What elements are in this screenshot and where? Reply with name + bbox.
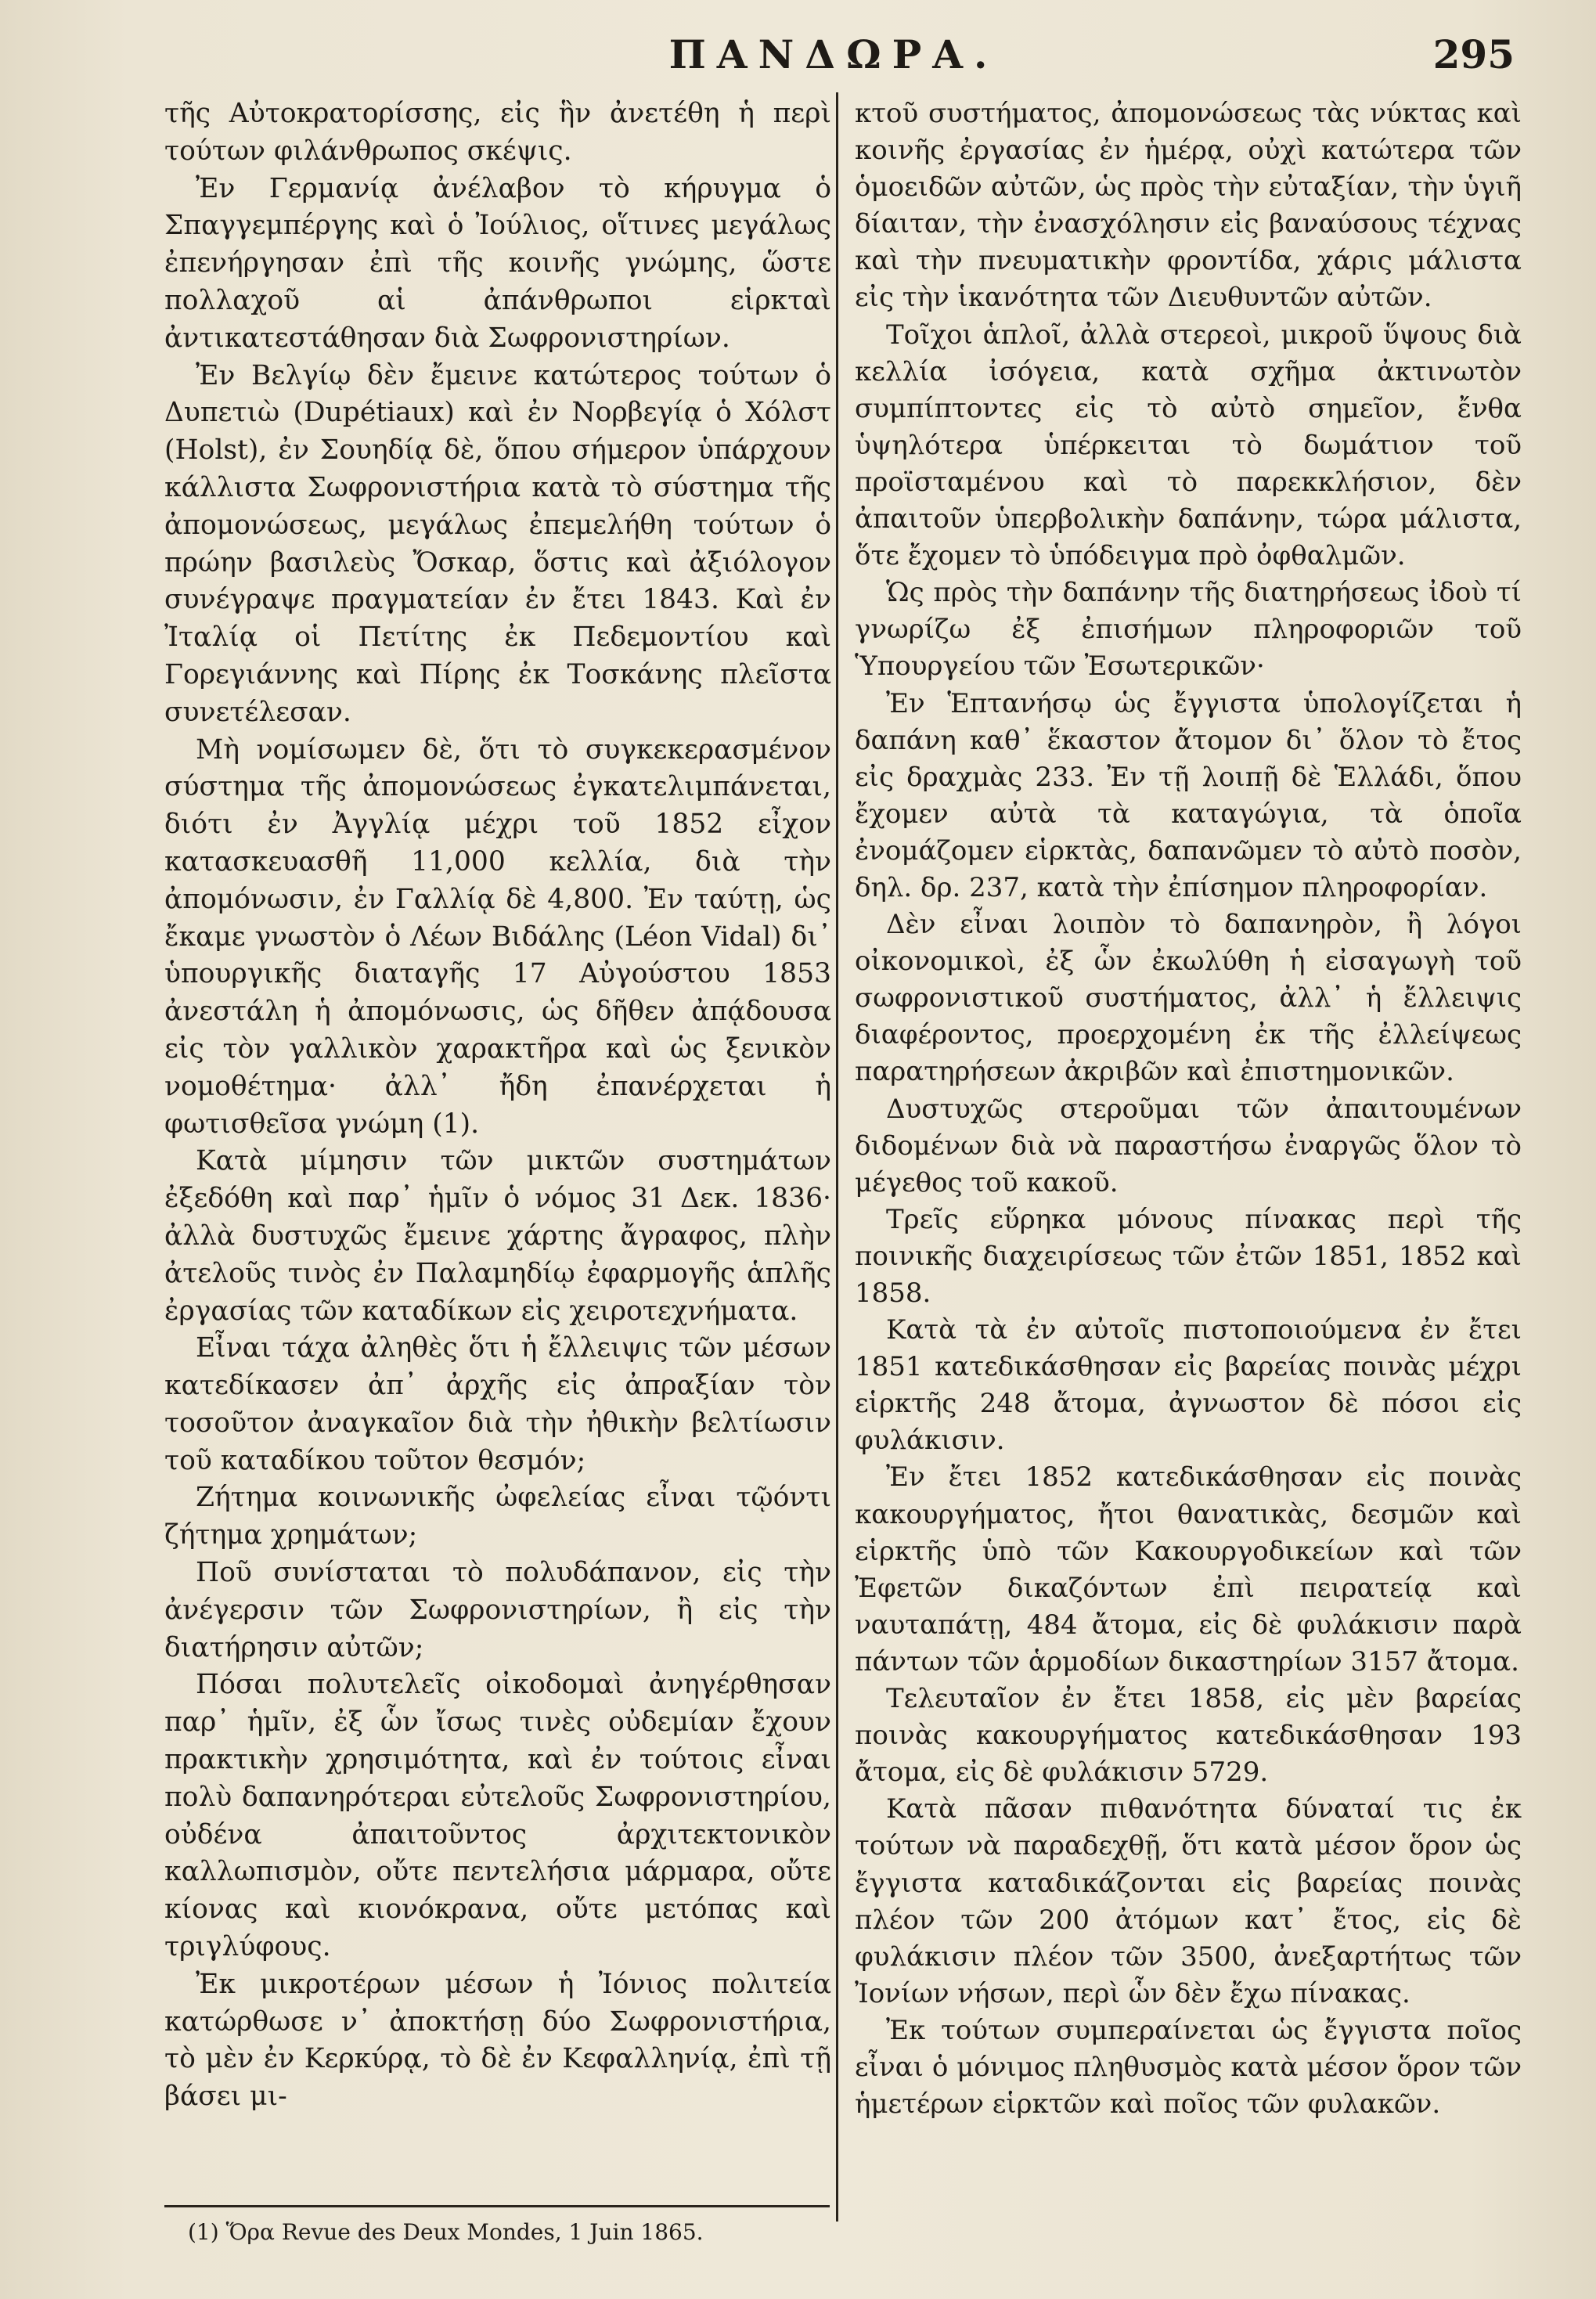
paragraph: Ἐκ τούτων συμπεραίνεται ὡς ἔγγιστα ποῖος εἶναι ὁ μόνιμος πληθυσμὸς κατὰ μέσον ὅρον τῶν ἡμετέρων εἱρκτῶν καὶ ποῖος τῶν φυλακῶν. [855, 2014, 1522, 2121]
paragraph: Κατὰ πᾶσαν πιθανότητα δύναταί τις ἐκ τούτων νὰ παραδεχθῇ, ὅτι κατὰ μέσον ὅρον ὡς ἔγγιστα καταδικάζονται εἰς βαρείας ποινὰς πλέον τῶν 200 ἀτόμων κατ᾽ ἔτος, εἰς δὲ φυλάκισιν πλέον τῶν 3500, ἀνεξαρτήτως τῶν Ἰονίων νήσων, περὶ ὧν δὲν ἔχω πίνακας. [855, 1793, 1522, 2009]
paragraph: Πόσαι πολυτελεῖς οἰκοδομαὶ ἀνηγέρθησαν παρ᾽ ἡμῖν, ἐξ ὧν ἴσως τινὲς οὐδεμίαν ἔχουν πρακτικὴν χρησιμότητα, καὶ ἐν τούτοις εἶναι πολὺ δαπανηρότεραι εὐτελοῦς Σωφρονιστηρίου, οὐδένα ἀπαιτοῦντος ἀρχιτεκτονικὸν καλλωπισμὸν, οὔτε πεντελήσια μάρμαρα, οὔτε κίονας καὶ κιονόκρανα, οὔτε μετόπας καὶ τριγλύφους. [164, 1669, 831, 1963]
paragraph: Ἐν ἔτει 1852 κατεδικάσθησαν εἰς ποινὰς κακουργήματος, ἤτοι θανατικὰς, δεσμῶν καὶ εἱρκτῆς ὑπὸ τῶν Κακουργοδικείων καὶ τῶν Ἐφετῶν δικαζόντων ἐπὶ πειρατείᾳ καὶ ναυταπάτῃ, 484 ἄτομα, εἰς δὲ φυλάκισιν παρὰ πάντων τῶν ἁρμοδίων δικαστηρίων 3157 ἄτομα. [855, 1461, 1522, 1677]
paragraph: κτοῦ συστήματος, ἀπομονώσεως τὰς νύκτας καὶ κοινῆς ἐργασίας ἐν ἡμέρᾳ, οὐχὶ κατώτερα τῶν ὁμοειδῶν αὐτῶν, ὡς πρὸς τὴν εὐταξίαν, τὴν ὑγιῆ δίαιταν, τὴν ἐνασχόλησιν εἰς βαναύσους τέχνας καὶ τὴν πνευματικὴν φροντίδα, χάρις μάλιστα εἰς τὴν ἱκανότητα τῶν Διευθυντῶν αὐτῶν. [855, 98, 1522, 314]
paragraph: Ἐν Ἑπτανήσῳ ὡς ἔγγιστα ὑπολογίζεται ἡ δαπάνη καθ᾽ ἕκαστον ἄτομον δι᾽ ὅλον τὸ ἔτος εἰς δραχμὰς 233. Ἐν τῇ λοιπῇ δὲ Ἑλλάδι, ὅπου ἔχομεν αὐτὰ τὰ καταγώγια, τὰ ὁποῖα ἐνομάζομεν εἱρκτὰς, δαπανῶμεν τὸ αὐτὸ ποσὸν, δηλ. δρ. 237, κατὰ τὴν ἐπίσημον πληροφορίαν. [855, 687, 1522, 903]
page-header [153, 31, 1515, 86]
paragraph: Ἐν Γερμανίᾳ ἀνέλαβον τὸ κήρυγμα ὁ Σπαγγεμπέργης καὶ ὁ Ἰούλιος, οἵτινες μεγάλως ἐπενήργησαν ἐπὶ τῆς κοινῆς γνώμης, ὥστε πολλαχοῦ αἱ ἀπάνθρωποι εἱρκταὶ ἀντικατεστάθησαν διὰ Σωφρονιστηρίων. [164, 172, 831, 354]
running-title: ΠΑΝΔΩΡΑ. [668, 31, 999, 77]
left-column [164, 95, 831, 2116]
footnote-rule [164, 2205, 830, 2207]
paragraph: Κατὰ μίμησιν τῶν μικτῶν συστημάτων ἐξεδόθη καὶ παρ᾽ ἡμῖν ὁ νόμος 31 Δεκ. 1836· ἀλλὰ δυστυχῶς ἔμεινε χάρτης ἄγραφος, πλὴν ἀτελοῦς τινὸς ἐν Παλαμηδίῳ ἐφαρμογῆς ἁπλῆς ἐργασίας τῶν καταδίκων εἰς χειροτεχνήματα. [164, 1145, 831, 1327]
paragraph: Ὡς πρὸς τὴν δαπάνην τῆς διατηρήσεως ἰδοὺ τί γνωρίζω ἐξ ἐπισήμων πληροφοριῶν τοῦ Ὑπουργείου τῶν Ἐσωτερικῶν· [855, 577, 1522, 683]
paragraph: Ποῦ συνίσταται τὸ πολυδάπανον, εἰς τὴν ἀνέγερσιν τῶν Σωφρονιστηρίων, ἢ εἰς τὴν διατήρησιν αὐτῶν; [164, 1557, 831, 1663]
paragraph: Τρεῖς εὕρηκα μόνους πίνακας περὶ τῆς ποινικῆς διαχειρίσεως τῶν ἐτῶν 1851, 1852 καὶ 1858. [855, 1203, 1522, 1309]
paragraph: Ζήτημα κοινωνικῆς ὠφελείας εἶναι τῷόντι ζήτημα χρημάτων; [164, 1482, 831, 1551]
right-column [855, 95, 1522, 2123]
paragraph: Δυστυχῶς στεροῦμαι τῶν ἀπαιτουμένων διδομένων διὰ νὰ παραστήσω ἐναργῶς ὅλον τὸ μέγεθος τοῦ κακοῦ. [855, 1093, 1522, 1198]
paragraph: Μὴ νομίσωμεν δὲ, ὅτι τὸ συγκεκερασμένον σύστημα τῆς ἀπομονώσεως ἐγκατελιμπάνεται, διότι ἐν Ἀγγλίᾳ μέχρι τοῦ 1852 εἶχον κατασκευασθῆ 11,000 κελλία, διὰ τὴν ἀπομόνωσιν, ἐν Γαλλίᾳ δὲ 4,800. Ἐν ταύτῃ, ὡς ἔκαμε γνωστὸν ὁ Λέων Βιδάλης (Léon Vidal) δι᾽ ὑπουργικῆς διαταγῆς 17 Αὐγούστου 1853 ἀνεστάλη ἡ ἀπομόνωσις, ὡς δῆθεν ἀπᾴδουσα εἰς τὸν γαλλικὸν χαρακτῆρα καὶ ὡς ξενικὸν νομοθέτημα· ἀλλ᾽ ἤδη ἐπανέρχεται ἡ φωτισθεῖσα γνώμη (1). [164, 733, 831, 1140]
paragraph: Τοῖχοι ἁπλοῖ, ἀλλὰ στερεοὶ, μικροῦ ὕψους διὰ κελλία ἰσόγεια, κατὰ σχῆμα ἀκτινωτὸν συμπίπτοντες εἰς τὸ αὐτὸ σημεῖον, ἔνθα ὑψηλότερα ὑπέρκειται τὸ δωμάτιον τοῦ προϊσταμένου καὶ τὸ παρεκκλήσιον, δὲν ἀπαιτοῦν ὑπερβολικὴν δαπάνην, τώρα μάλιστα, ὅτε ἔχομεν τὸ ὑπόδειγμα πρὸ ὀφθαλμῶν. [855, 319, 1522, 572]
paragraph: Κατὰ τὰ ἐν αὐτοῖς πιστοποιούμενα ἐν ἔτει 1851 κατεδικάσθησαν εἰς βαρείας ποινὰς μέχρι εἱρκτῆς 248 ἄτομα, ἀγνωστον δὲ πόσοι εἰς φυλάκισιν. [855, 1314, 1522, 1457]
paragraph: Εἶναι τάχα ἀληθὲς ὅτι ἡ ἔλλειψις τῶν μέσων κατεδίκασεν ἀπ᾽ ἀρχῆς εἰς ἀπραξίαν τὸν τοσοῦτον ἀναγκαῖον διὰ τὴν ἠθικὴν βελτίωσιν τοῦ καταδίκου τοῦτον θεσμόν; [164, 1332, 831, 1476]
footnote: (1) Ὅρα Revue des Deux Mondes, 1 Juin 1865. [188, 2219, 704, 2245]
paragraph: Ἐν Βελγίῳ δὲν ἔμεινε κατώτερος τούτων ὁ Δυπετιὼ (Dupétiaux) καὶ ἐν Νορβεγίᾳ ὁ Χόλστ (Holst), ἐν Σουηδίᾳ δὲ, ὅπου σήμερον ὑπάρχουν κάλλιστα Σωφρονιστήρια κατὰ τὸ σύστημα τῆς ἀπομονώσεως, μεγάλως ἐπεμελήθη τούτων ὁ πρώην βασιλεὺς Ὄσκαρ, ὅστις καὶ ἀξιόλογον συνέγραψε πραγματείαν ἐν ἔτει 1843. Καὶ ἐν Ἰταλίᾳ οἱ Πετίτης ἐκ Πεδεμοντίου καὶ Γορεγιάννης καὶ Πίρης ἐκ Τοσκάνης πλεῖστα συνετέλεσαν. [164, 359, 831, 728]
paragraph: Ἐκ μικροτέρων μέσων ἡ Ἰόνιος πολιτεία κατώρθωσε ν᾽ ἀποκτήσῃ δύο Σωφρονιστήρια, τὸ μὲν ἐν Κερκύρᾳ, τὸ δὲ ἐν Κεφαλληνίᾳ, ἐπὶ τῇ βάσει μι- [164, 1968, 831, 2113]
paragraph: τῆς Αὐτοκρατορίσσης, εἰς ἣν ἀνετέθη ἡ περὶ τούτων φιλάνθρωπος σκέψις. [164, 98, 831, 167]
column-divider [836, 92, 838, 2222]
paragraph: Δὲν εἶναι λοιπὸν τὸ δαπανηρὸν, ἢ λόγοι οἰκονομικοὶ, ἐξ ὧν ἐκωλύθη ἡ εἰσαγωγὴ τοῦ σωφρονιστικοῦ συστήματος, ἀλλ᾽ ἡ ἔλλειψις διαφέροντος, προερχομένη ἐκ τῆς ἐλλείψεως παρατηρήσεων ἀκριβῶν καὶ ἐπιστημονικῶν. [855, 909, 1522, 1088]
paragraph: Τελευταῖον ἐν ἔτει 1858, εἰς μὲν βαρείας ποινὰς κακουργήματος κατεδικάσθησαν 193 ἄτομα, εἰς δὲ φυλάκισιν 5729. [855, 1683, 1522, 1789]
page-number: 295 [1432, 31, 1515, 77]
